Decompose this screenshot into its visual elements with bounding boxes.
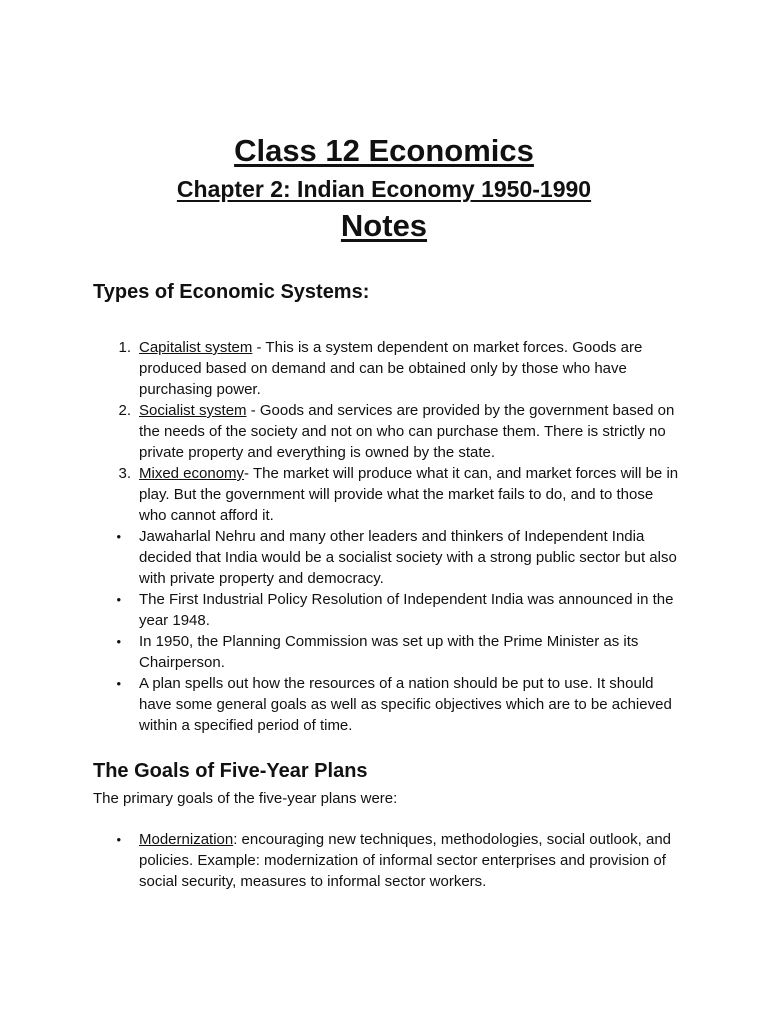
item-text: : encouraging new techniques, methodologies, social outlook, and policies. Example: modernization of informal sector enterprises and provision of social security, measures to informal sector workers. [139,831,672,890]
term-socialist-system: Socialist system [139,402,247,419]
numbered-item [0,337,768,400]
goals-intro: The primary goals of the five-year plans were: [93,790,398,807]
term-modernization: Modernization [139,831,234,848]
bullet-item [0,631,768,673]
goals-list [0,829,768,892]
bullet-icon: • [116,832,121,847]
list-number: 2. [118,402,131,419]
bullet-icon: • [116,634,121,649]
chapter-subtitle: Chapter 2: Indian Economy 1950-1990 [176,176,592,202]
section-heading-types: Types of Economic Systems: [93,281,370,303]
item-text: - The market will produce what it can, and market forces will be in play. But the government will provide what the market fails to do, and to those who cannot afford it. [139,465,679,524]
types-list [0,337,768,736]
term-mixed-economy: Mixed economy [139,465,245,482]
item-text: - This is a system dependent on market forces. Goods are produced based on demand and can be obtained only by those who have purchasing power. [139,339,643,398]
bullet-icon: • [116,676,121,691]
notes-heading: Notes [340,208,428,243]
item-text: Jawaharlal Nehru and many other leaders and thinkers of Independent India decided that India would be a socialist society with a strong public sector but also with private property and democracy. [139,528,677,587]
bullet-item [0,829,768,892]
page-title: Class 12 Economics [234,133,534,168]
list-number: 1. [118,339,131,356]
item-text: The First Industrial Policy Resolution of Independent India was announced in the year 1948. [139,591,674,629]
item-text: - Goods and services are provided by the government based on the needs of the society and not on who can purchase them. There is strictly no private property and everything is owned by the state. [139,402,675,461]
bullet-icon: • [116,592,121,607]
term-capitalist-system: Capitalist system [139,339,253,356]
list-number: 3. [118,465,131,482]
item-text: A plan spells out how the resources of a nation should be put to use. It should have some general goals as well as specific objectives which are to be achieved within a specified period of time. [139,675,672,734]
bullet-item [0,526,768,589]
section-heading-goals: The Goals of Five-Year Plans [93,760,368,782]
numbered-item [0,400,768,463]
item-text: In 1950, the Planning Commission was set up with the Prime Minister as its Chairperson. [139,633,639,671]
bullet-icon: • [116,529,121,544]
numbered-item [0,463,768,526]
bullet-item [0,673,768,736]
bullet-item [0,589,768,631]
